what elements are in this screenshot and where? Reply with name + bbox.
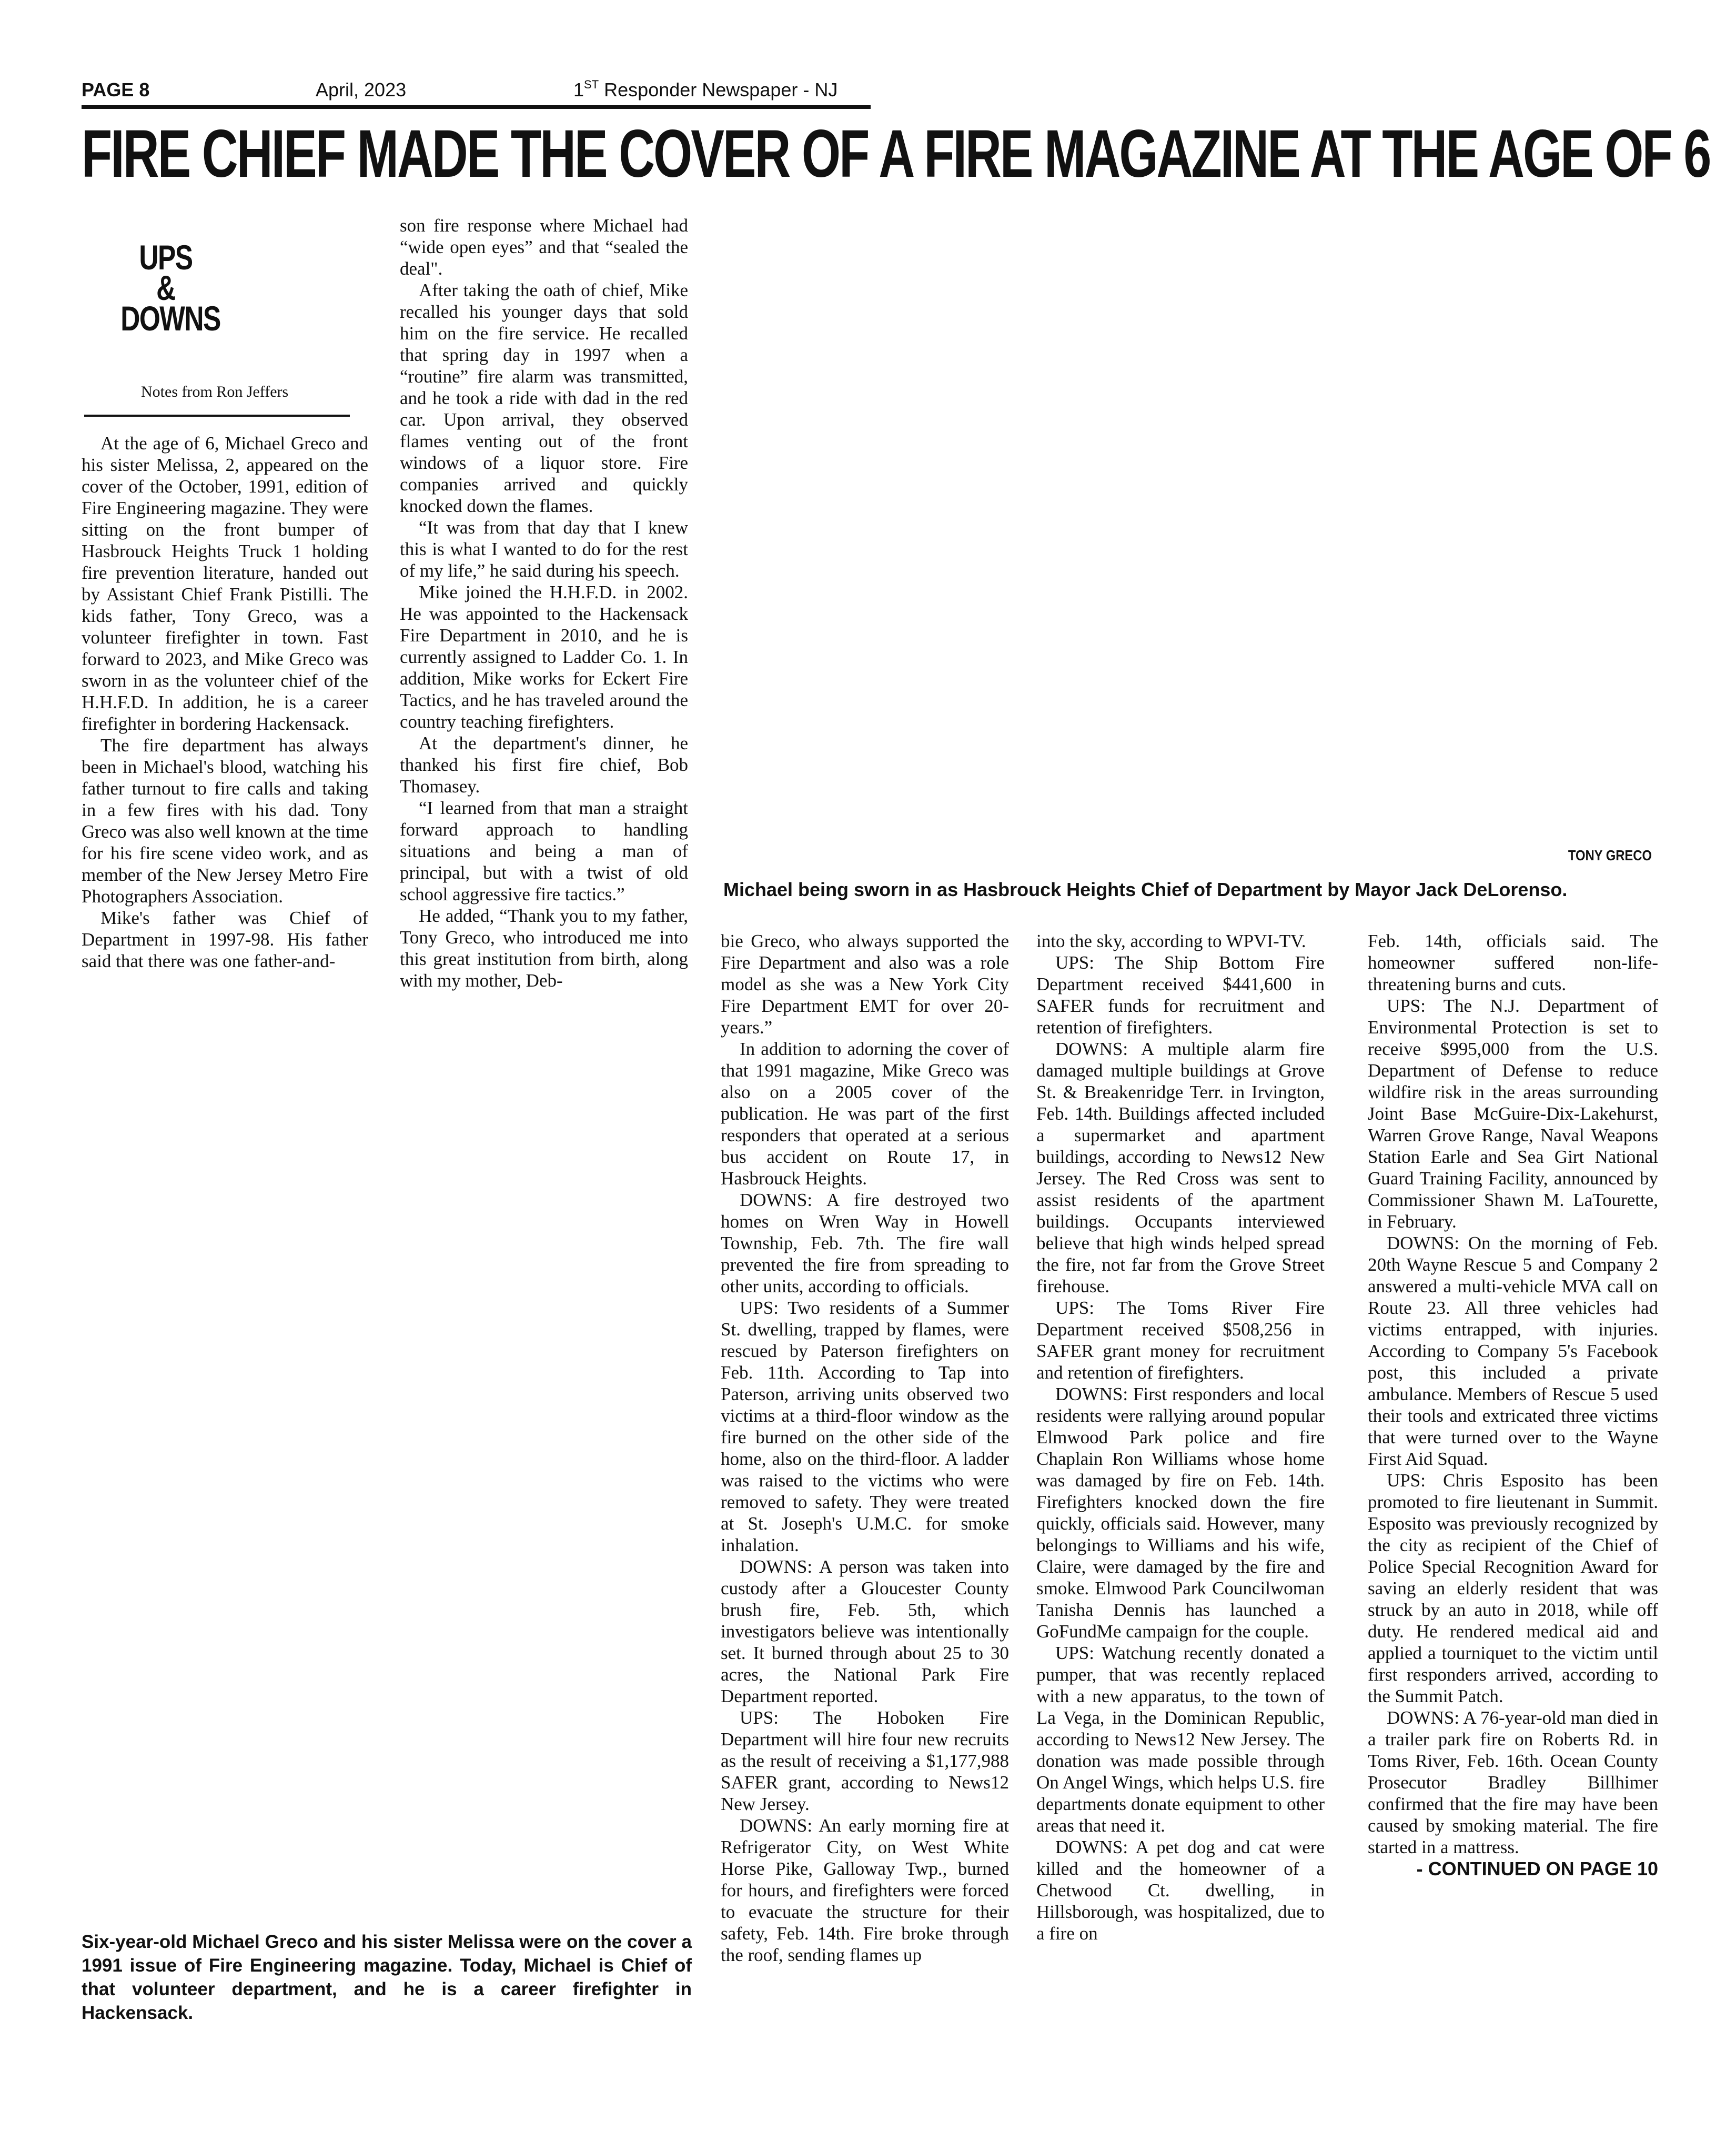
paragraph: UPS: The N.J. Department of Environmental Protection is set to receive $995,000 from the U.S. Department of Defense to reduce wildfire risk in the areas surrounding Joint Base McGuire-Dix-Lakehurst, Warren Grove Range, Naval Weapons Station Earle and Sea Girt National Guard Training Facility, announced by Commissioner Shawn M. LaTourette, in February. (1368, 996, 1658, 1232)
swearing-in-photo (721, 210, 1662, 842)
paragraph: UPS: The Toms River Fire Department received $508,256 in SAFER grant money for recruitment and retention of firefighters. (1036, 1298, 1325, 1383)
page-number: PAGE 8 (82, 79, 150, 100)
paragraph: The fire department has always been in Michael's blood, watching his father turnout to fire calls and taking in a few fires with his dad. Tony Greco was also well known at the time for his fire scene video work, and as member of the New Jersey Metro Fire Photographers Association. (82, 735, 368, 907)
paragraph: into the sky, according to WPVI-TV. (1036, 931, 1306, 951)
headline: FIRE CHIEF MADE THE COVER OF A FIRE MAGAZINE AT THE AGE OF 6 (82, 116, 1710, 192)
logo-ups: UPS (139, 238, 193, 277)
paragraph: Feb. 14th, officials said. The homeowner suffered non-life-threatening burns and cuts. (1368, 931, 1658, 994)
paragraph: “It was from that day that I knew this is what I wanted to do for the rest of my life,” he said during his speech. (400, 517, 688, 581)
byline: Notes from Ron Jeffers (141, 383, 289, 400)
paragraph: UPS: Watchung recently donated a pumper, that was recently replaced with a new apparatus, to the town of La Vega, in the Dominican Republic, according to News12 New Jersey. The donation was made possible through On Angel Wings, which helps U.S. fire departments donate equipment to other areas that need it. (1036, 1643, 1325, 1836)
photo-caption: Michael being sworn in as Hasbrouck Heights Chief of Department by Mayor Jack DeLorenso. (723, 879, 1568, 900)
paragraph: UPS: Two residents of a Summer St. dwelling, trapped by flames, were rescued by Paterson firefighters on Feb. 11th. According to Tap into Paterson, arriving units observed two victims at a third-floor window as the fire burned on the other side of the home, also on the third-floor. A ladder was raised to the victims who were removed to safety. They were treated at St. Joseph's U.M.C. for smoke inhalation. (721, 1298, 1009, 1555)
ups-downs-logo (120, 238, 220, 338)
article-column-3 (721, 930, 1009, 1966)
paragraph: “I learned from that man a straight forward approach to handling situations and being a man of principal, but with a twist of old school aggressive fire tactics.” (400, 798, 688, 904)
cover-photo-caption: Six-year-old Michael Greco and his sister Melissa were on the cover a 1991 issue of Fire Engineering magazine. Today, Michael is Chief of that volunteer department, and he is a career firefighter in Hackensack. (82, 1932, 692, 2023)
paragraph: DOWNS: A pet dog and cat were killed and the homeowner of a Chetwood Ct. dwelling, in Hillsborough, was hospitalized, due to a fire on (1036, 1837, 1325, 1944)
article-column-2 (400, 215, 688, 991)
paragraph: DOWNS: First responders and local residents were rallying around popular Elmwood Park police and fire Chaplain Ron Williams whose home was damaged by fire on Feb. 14th. Firefighters knocked down the fire quickly, officials said. However, many belongings to Williams and his wife, Claire, were damaged by the fire and smoke. Elmwood Park Councilwoman Tanisha Dennis has launched a GoFundMe campaign for the couple. (1036, 1384, 1325, 1642)
paragraph: UPS: Chris Esposito has been promoted to fire lieutenant in Summit. Esposito was previously recognized by the city as recipient of the Chief of Police Special Recognition Award for saving an elderly resident that was struck by an auto in 2018, while off duty. He rendered medical aid and applied a tourniquet to the victim until first responders arrived, according to the Summit Patch. (1368, 1470, 1658, 1706)
paragraph: At the department's dinner, he thanked his first fire chief, Bob Thomasey. (400, 733, 688, 797)
paragraph: At the age of 6, Michael Greco and his sister Melissa, 2, appeared on the cover of the October, 1991, edition of Fire Engineering magazine. They were sitting on the front bumper of Hasbrouck Heights Truck 1 holding fire prevention literature, handed out by Assistant Chief Frank Pistilli. The kids father, Tony Greco, was a volunteer firefighter in town. Fast forward to 2023, and Mike Greco was sworn in as the volunteer chief of the H.H.F.D. In addition, he is a career firefighter in bordering Hackensack. (82, 433, 368, 734)
article-column-1 (82, 433, 368, 972)
paragraph: DOWNS: A fire destroyed two homes on Wren Way in Howell Township, Feb. 7th. The fire wall prevented the fire from spreading to other units, according to officials. (721, 1190, 1009, 1296)
page-header (82, 79, 871, 105)
header-rule (82, 105, 871, 109)
issue-date: April, 2023 (316, 79, 407, 100)
logo-downs: DOWNS (120, 299, 220, 338)
paragraph: DOWNS: An early morning fire at Refrigerator City, on West White Horse Pike, Galloway Twp., burned for hours, and firefighters were forced to evacuate the structure for their safety, Feb. 14th. Fire broke through the roof, sending flames up (721, 1815, 1009, 1965)
paragraph: DOWNS: A 76-year-old man died in a trailer park fire on Roberts Rd. in Toms River, Feb. 16th. Ocean County Prosecutor Bradley Billhimer confirmed that the fire may have been caused by smoking material. The fire started in a mattress. (1368, 1707, 1658, 1857)
paragraph: DOWNS: A multiple alarm fire damaged multiple buildings at Grove St. & Breakenridge Terr. in Irvington, Feb. 14th. Buildings affected included a supermarket and apartment buildings, according to News12 New Jersey. The Red Cross was sent to assist residents of the apartment buildings. Occupants interviewed believe that high winds helped spread the fire, not far from the Grove Street firehouse. (1036, 1039, 1325, 1296)
paragraph: UPS: The Hoboken Fire Department will hire four new recruits as the result of receiving a $1,177,988 SAFER grant, according to News12 New Jersey. (721, 1707, 1009, 1814)
paragraph: UPS: The Ship Bottom Fire Department received $441,600 in SAFER funds for recruitment and retention of firefighters. (1036, 952, 1325, 1038)
publication-name: 1ST Responder Newspaper - NJ (573, 78, 838, 100)
paragraph: bie Greco, who always supported the Fire Department and also was a role model as she was a New York City Fire Department EMT for over 20-years.” (721, 931, 1009, 1038)
paragraph: After taking the oath of chief, Mike recalled his younger days that sold him on the fire service. He recalled that spring day in 1997 when a “routine” fire alarm was transmitted, and he took a ride with dad in the red car. Upon arrival, they observed flames venting out of the front windows of a liquor store. Fire companies arrived and quickly knocked down the flames. (400, 280, 688, 516)
article-column-4 (1036, 930, 1325, 1944)
magazine-cover-photo (82, 1100, 692, 1921)
byline-rule (84, 415, 350, 417)
article-column-5 (1368, 930, 1658, 1879)
paragraph: Mike's father was Chief of Department in 1997-98. His father said that there was one father-and- (82, 908, 368, 971)
photo-credit: TONY GRECO (1568, 847, 1652, 863)
paragraph: DOWNS: A person was taken into custody after a Gloucester County brush fire, Feb. 5th, which investigators believe was intentionally set. It burned through about 25 to 30 acres, the National Park Fire Department reported. (721, 1556, 1009, 1706)
paragraph: He added, “Thank you to my father, Tony Greco, who introduced me into this great institution from birth, along with my mother, Deb- (400, 906, 688, 991)
logo-ampersand: & (156, 268, 175, 307)
paragraph: son fire response where Michael had “wide open eyes” and that “sealed the deal". (400, 215, 688, 279)
continued-notice: - CONTINUED ON PAGE 10 (1416, 1858, 1658, 1879)
paragraph: Mike joined the H.H.F.D. in 2002. He was appointed to the Hackensack Fire Department in 2010, and he is currently assigned to Ladder Co. 1. In addition, Mike works for Eckert Fire Tactics, and he has traveled around the country teaching firefighters. (400, 582, 688, 732)
paragraph: In addition to adorning the cover of that 1991 magazine, Mike Greco was also on a 2005 cover of the publication. He was part of the first responders that operated at a serious bus accident on Route 17, in Hasbrouck Heights. (721, 1039, 1009, 1189)
paragraph: DOWNS: On the morning of Feb. 20th Wayne Rescue 5 and Company 2 answered a multi-vehicle MVA call on Route 23. All three vehicles had victims entrapped, with injuries. According to Company 5's Facebook post, this included a private ambulance. Members of Rescue 5 used their tools and extricated three victims that were turned over to the Wayne First Aid Squad. (1368, 1233, 1658, 1469)
